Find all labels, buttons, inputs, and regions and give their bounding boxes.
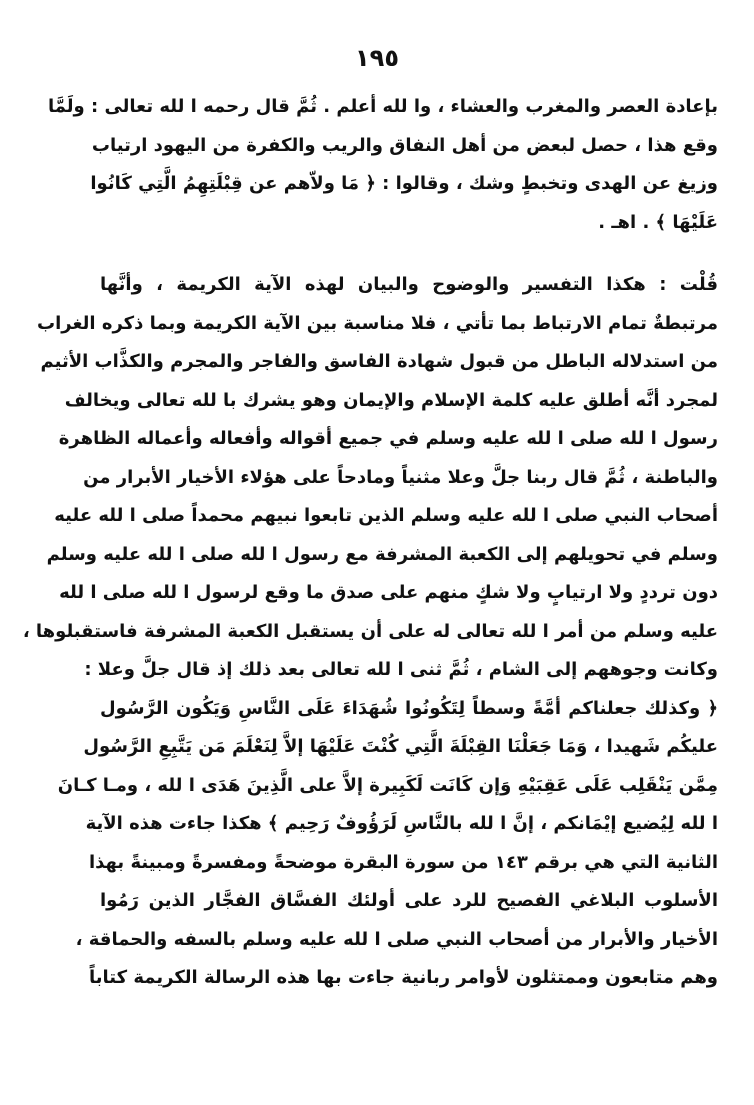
text-line: وقع هذا ، حصل لبعض من أهل النفاق والريب والكفرة من اليهود ارتياب [91, 134, 718, 156]
text-line: عَلَيْهَا ﴾ . اهـ . [598, 211, 718, 233]
text-line: وهم متابعون وممتثلون لأوامر ربانية جاءت بها هذه الرسالة الكريمة كتاباً [89, 967, 718, 988]
quran-verse-line: عليكُم شَهيدا ، وَمَا جَعَلْنَا القِبْلَةَ الَّتِي كُنْتَ عَلَيْهَا إلاَّ لِنَعْلَمَ مَن يَتَّبِعِ الرَّسُول [83, 736, 718, 757]
text-line: بإعادة العصر والمغرب والعشاء ، وا لله أعلم . ثُمَّ قال رحمه ا لله تعالى : ولَمَّا [47, 96, 718, 117]
quran-verse-line: ﴿ وكذلك جعلناكم أمَّةً وسطاً لِتَكُونُوا شُهَدَاءَ عَلَى النَّاسِ وَيَكُون الرَّسُول [100, 697, 718, 719]
text-line: والباطنة ، ثُمَّ قال ربنا جلَّ وعلا مثنياً ومادحاً على هؤلاء الأخيار الأبرار من [83, 466, 718, 488]
text-line: وكانت وجوههم إلى الشام ، ثُمَّ ثنى ا لله تعالى بعد ذلك إذ قال جلَّ وعلا : [84, 659, 718, 680]
text-line: الأسلوب البلاغي الفصيح للرد على أولئك الفسَّاق الفجَّار الذين رَمُوا [100, 890, 718, 911]
text-line: من استدلاله الباطل من قبول شهادة الفاسق والفاجر والمجرم والكذَّاب الأثيم [40, 351, 718, 372]
text-line: رسول ا لله صلى ا لله عليه وسلم في جميع أقواله وأفعاله وأعماله الظاهرة [58, 428, 718, 449]
paragraph-quote [47, 88, 718, 242]
text-line: دون ترددٍ ولا ارتيابٍ ولا شكٍ منهم على صدق ما وقع لرسول ا لله صلى ا لله [59, 582, 718, 603]
text-line: لمجرد أنَّه أطلق عليه كلمة الإسلام والإيمان وهو يشرك با لله تعالى ويخالف [64, 389, 718, 411]
text-line: أصحاب النبي صلى ا لله عليه وسلم الذين تابعوا نبيهم محمداً صلى ا لله عليه [54, 505, 718, 526]
text-line: الثانية التي هي برقم ١٤٣ من سورة البقرة موضحةً ومفسرةً ومبينةً بهذا [88, 851, 718, 873]
text-line: عليه وسلم من أمر ا لله تعالى له على أن يستقبل الكعبة المشرفة فاستقبلوها ، [22, 620, 718, 642]
text-line: وسلم في تحويلهم إلى الكعبة المشرفة مع رسول ا لله صلى ا لله عليه وسلم [46, 543, 718, 565]
text-line: قُلْت : هكذا التفسير والوضوح والبيان لهذه الآية الكريمة ، وأنَّها [100, 274, 718, 295]
quran-verse-line: مِمَّن يَنْقَلِب عَلَى عَقِبَيْهِ وَإن كَانَت لَكَبِيرة إلاَّ على الَّذِينَ هَدَى ا لله ، ومـا كـانَ [57, 774, 718, 796]
text-line: الأخيار والأبرار من أصحاب النبي صلى ا لله عليه وسلم بالسفه والحماقة ، [75, 928, 718, 950]
text-line: مرتبطةٌ تمام الارتباط بما تأتي ، فلا مناسبة بين الآية الكريمة وبما ذكره الغراب [37, 312, 718, 334]
text-line: وزيغ عن الهدى وتخبطٍ وشك ، وقالوا : ﴿ مَا ولاّهم عن قِبْلَتِهِمُ الَّتِي كَانُوا [90, 173, 718, 194]
quran-verse-line: ا لله لِيُضيع إيْمَانكم ، إنَّ ا لله بالنَّاسِ لَرَؤُوفٌ رَحِيم ﴾ هكذا جاءت هذه الآية [85, 813, 718, 834]
page-number: ١٩٥ [355, 44, 399, 72]
paragraph-commentary [22, 266, 718, 998]
